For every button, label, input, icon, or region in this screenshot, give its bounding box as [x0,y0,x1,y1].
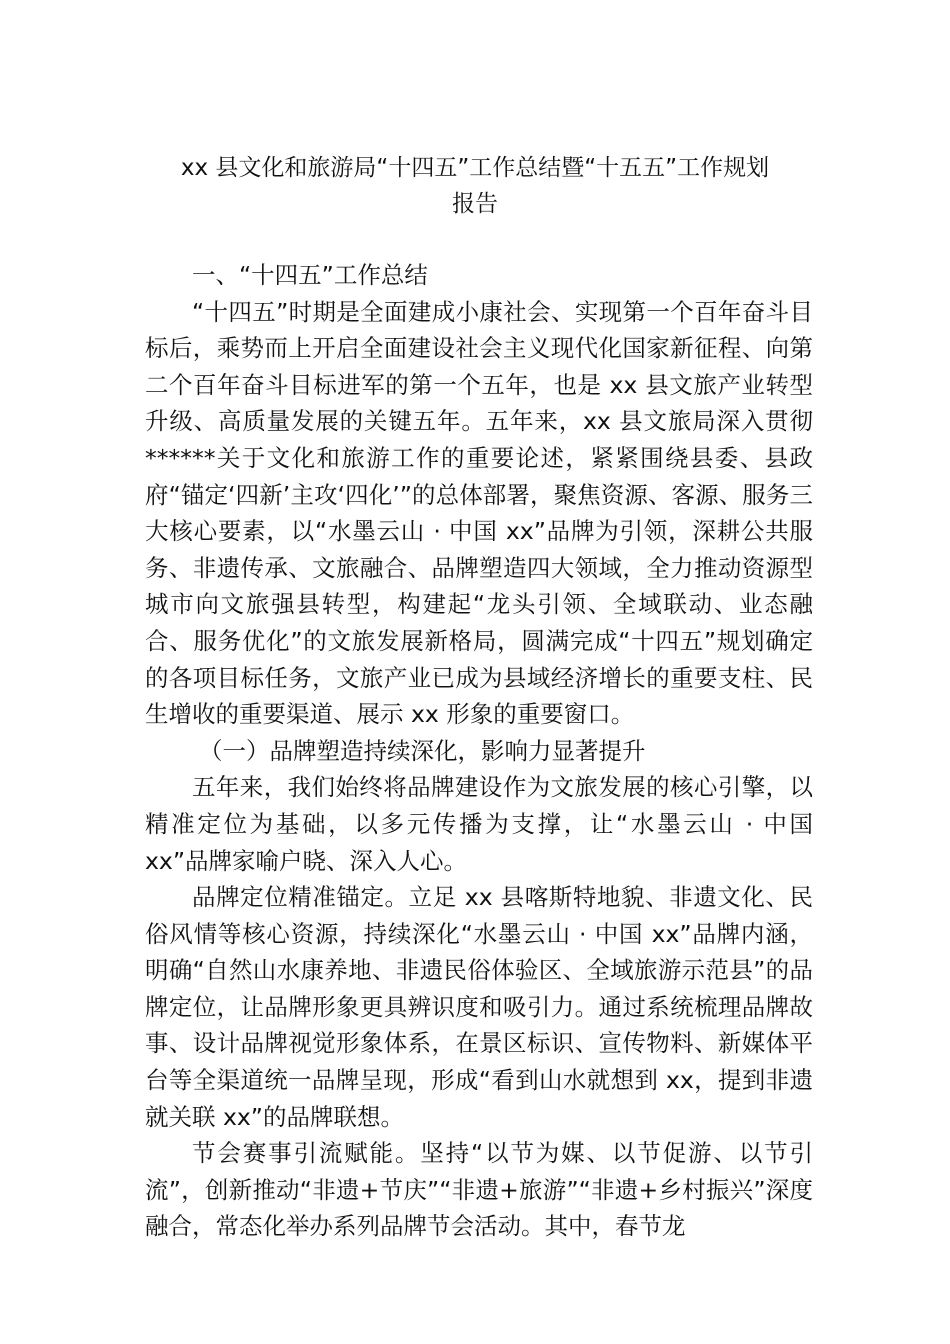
paragraph: “十四五”时期是全面建成小康社会、实现第一个百年奋斗目标后，乘势而上开启全面建设社会主义现代化国家新征程、向第二个百年奋斗目标进军的第一个五年，也是 xx 县文旅产业转型升级、高质量发展的关键五年。五年来，xx 县文旅局深入贯彻******关于文化和旅游工作的重要论述，紧紧围绕县委、县政府“锚定‘四新’主攻‘四化’”的总体部署，聚焦资源、客源、服务三大核心要素，以“水墨云山 · 中国 xx”品牌为引领，深耕公共服务、非遗传承、文旅融合、品牌塑造四大领域，全力推动资源型城市向文旅强县转型，构建起“龙头引领、全域联动、业态融合、服务优化”的文旅发展新格局，圆满完成“十四五”规划确定的各项目标任务，文旅产业已成为县域经济增长的重要支柱、民生增收的重要渠道、展示 xx 形象的重要窗口。 [145,297,813,729]
paragraph: 节会赛事引流赋能。坚持“以节为媒、以节促游、以节引流”，创新推动“非遗+节庆”“非遗+旅游”“非遗+乡村振兴”深度融合，常态化举办系列品牌节会活动。其中，春节龙 [145,1139,813,1241]
section-heading: 一、“十四五”工作总结 [192,261,428,289]
document-title [120,150,830,222]
subsection-heading: （一）品牌塑造持续深化，影响力显著提升 [199,736,646,765]
paragraph: 五年来，我们始终将品牌建设作为文旅发展的核心引擎，以精准定位为基础，以多元传播为支撑，让“水墨云山 · 中国 xx”品牌家喻户晓、深入人心。 [145,773,813,875]
document-body [145,257,813,1245]
paragraph: 品牌定位精准锚定。立足 xx 县喀斯特地貌、非遗文化、民俗风情等核心资源，持续深化“水墨云山 · 中国 xx”品牌内涵，明确“自然山水康养地、非遗民俗体验区、全域旅游示范县”的品牌定位，让品牌形象更具辨识度和吸引力。通过系统梳理品牌故事、设计品牌视觉形象体系，在景区标识、宣传物料、新媒体平台等全渠道统一品牌呈现，形成“看到山水就想到 xx，提到非遗就关联 xx”的品牌联想。 [145,883,813,1131]
title-line-2: 报告 [452,191,498,217]
title-line-1: xx 县文化和旅游局“十四五”工作总结暨“十五五”工作规划 [180,155,770,181]
